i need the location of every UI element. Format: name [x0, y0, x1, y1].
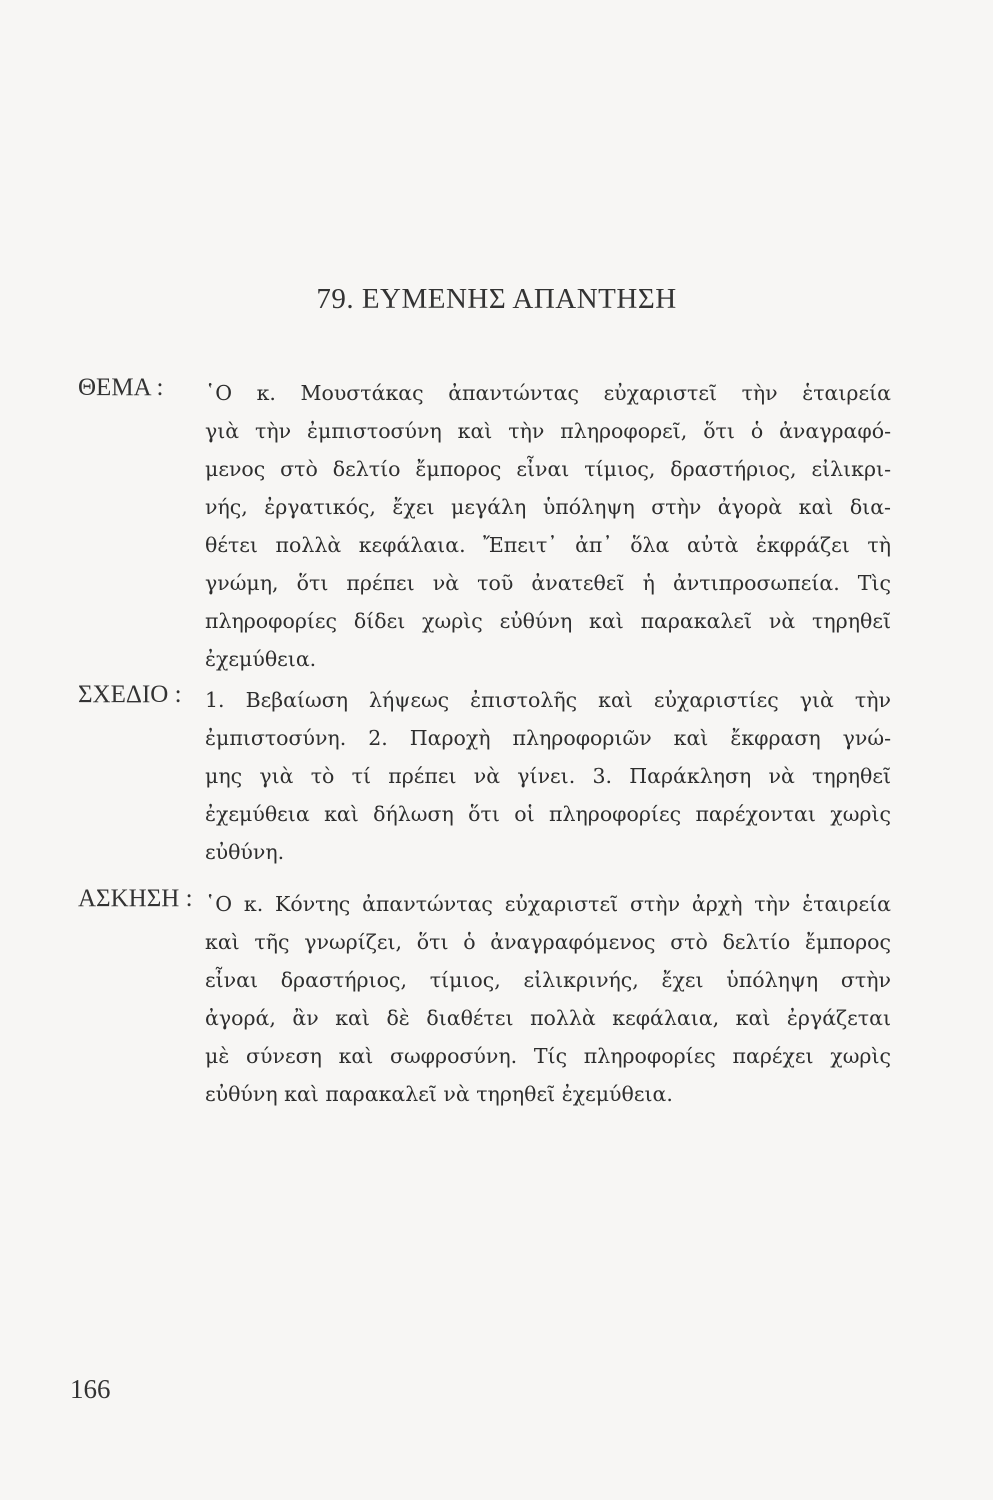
section-label-schedio: ΣΧΕΔΙΟ :	[78, 681, 182, 708]
section-label-askisi: ΑΣΚΗΣΗ :	[78, 885, 193, 912]
text-line: μενος στὸ δελτίο ἔμπορος εἶναι τίμιος, δραστήριος, εἰλικρι-	[205, 457, 891, 481]
section-body-thema	[205, 374, 891, 678]
text-line: εὐθύνη.	[205, 840, 285, 864]
text-line: ἀγορά, ἂν καὶ δὲ διαθέτει πολλὰ κεφάλαια, καὶ ἐργάζεται	[205, 1006, 891, 1030]
section-askisi	[78, 885, 898, 1106]
text-line: εὐθύνη καὶ παρακαλεῖ νὰ τηρηθεῖ ἐχεμύθεια.	[205, 1082, 673, 1106]
text-line: μὲ σύνεση καὶ σωφροσύνη. Τίς πληροφορίες παρέχει χωρὶς	[205, 1044, 891, 1068]
text-line: ῾Ο κ. Μουστάκας ἀπαντώντας εὐχαριστεῖ τὴν ἑταιρεία	[205, 381, 891, 405]
text-line: εἶναι δραστήριος, τίμιος, εἰλικρινής, ἔχει ὑπόληψη στὴν	[205, 968, 891, 992]
text-line: μης γιὰ τὸ τί πρέπει νὰ γίνει. 3. Παράκληση νὰ τηρηθεῖ	[205, 764, 891, 788]
text-line: ῾Ο κ. Κόντης ἀπαντώντας εὐχαριστεῖ στὴν ἀρχὴ τὴν ἑταιρεία	[205, 892, 891, 916]
text-line: ἐμπιστοσύνη. 2. Παροχὴ πληροφοριῶν καὶ ἔκφραση γνώ-	[205, 726, 891, 750]
section-label-thema: ΘΕΜΑ :	[78, 374, 164, 401]
text-line: νής, ἐργατικός, ἔχει μεγάλη ὑπόληψη στὴν ἀγορὰ καὶ δια-	[205, 495, 891, 519]
text-line: 1. Βεβαίωση λήψεως ἐπιστολῆς καὶ εὐχαριστίες γιὰ τὴν	[205, 688, 891, 712]
text-line: γνώμη, ὅτι πρέπει νὰ τοῦ ἀνατεθεῖ ἡ ἀντιπροσωπεία. Τὶς	[205, 571, 891, 595]
text-line: ἐχεμύθεια.	[205, 647, 317, 671]
section-body-schedio	[205, 681, 891, 871]
text-line: θέτει πολλὰ κεφάλαια. Ἔπειτ᾽ ἀπ᾽ ὅλα αὐτὰ ἐκφράζει τὴ	[205, 533, 891, 557]
text-line: καὶ τῆς γνωρίζει, ὅτι ὁ ἀναγραφόμενος στὸ δελτίο ἔμπορος	[205, 930, 891, 954]
section-body-askisi	[205, 885, 891, 1113]
section-thema	[78, 374, 898, 671]
text-line: πληροφορίες δίδει χωρὶς εὐθύνη καὶ παρακαλεῖ νὰ τηρηθεῖ	[205, 609, 891, 633]
page-number: 166	[70, 1374, 111, 1404]
text-line: γιὰ τὴν ἐμπιστοσύνη καὶ τὴν πληροφορεῖ, ὅτι ὁ ἀναγραφό-	[205, 419, 891, 443]
chapter-title: 79. ΕΥΜΕΝΗΣ ΑΠΑΝΤΗΣΗ	[316, 283, 677, 315]
section-schedio	[78, 681, 898, 864]
text-line: ἐχεμύθεια καὶ δήλωση ὅτι οἱ πληροφορίες παρέχονται χωρὶς	[205, 802, 891, 826]
